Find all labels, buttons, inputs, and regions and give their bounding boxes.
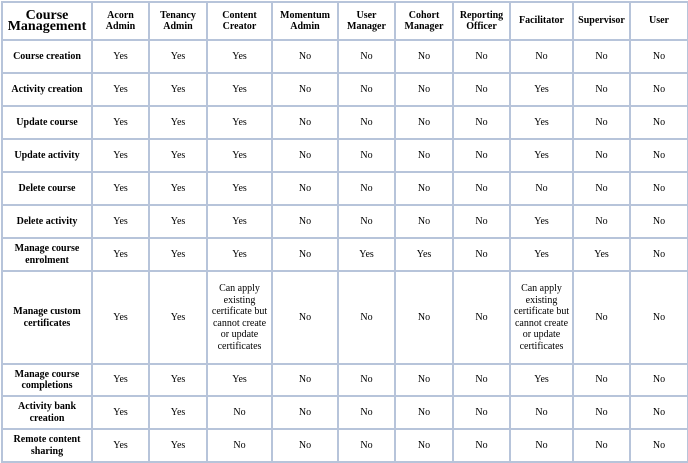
row-label: Manage custom certificates (2, 271, 92, 364)
table-row (2, 139, 688, 172)
table-cell: Yes (149, 106, 207, 139)
table-cell: No (453, 271, 510, 364)
table-cell: No (272, 271, 338, 364)
table-cell: No (630, 364, 688, 396)
table-row (2, 429, 688, 462)
table-cell: No (395, 429, 453, 462)
row-label: Update course (2, 106, 92, 139)
table-cell: No (272, 106, 338, 139)
table-cell: No (630, 106, 688, 139)
table-cell: No (272, 205, 338, 238)
table-cell: Yes (207, 40, 272, 73)
table-cell: No (630, 429, 688, 462)
table-row (2, 73, 688, 106)
table-cell: No (510, 396, 573, 429)
table-cell: Yes (149, 205, 207, 238)
table-row (2, 271, 688, 364)
table-cell: Yes (92, 271, 149, 364)
column-header-user: User (630, 2, 688, 40)
table-cell: Yes (149, 238, 207, 271)
table-cell: Yes (92, 238, 149, 271)
table-cell: Yes (573, 238, 630, 271)
table-cell: Yes (395, 238, 453, 271)
table-cell: No (453, 172, 510, 205)
table-cell: No (573, 429, 630, 462)
table-cell: Yes (207, 205, 272, 238)
table-cell: No (630, 172, 688, 205)
table-cell: No (395, 271, 453, 364)
corner-header: Course Management (2, 2, 92, 40)
table-cell: No (338, 205, 395, 238)
table-cell: No (573, 205, 630, 238)
table-row (2, 106, 688, 139)
row-label: Course creation (2, 40, 92, 73)
table-cell: Yes (338, 238, 395, 271)
table-cell: Yes (92, 106, 149, 139)
table-cell: Yes (149, 271, 207, 364)
table-cell: Yes (510, 106, 573, 139)
table-cell: Yes (149, 73, 207, 106)
table-cell: No (272, 396, 338, 429)
row-label: Update activity (2, 139, 92, 172)
table-cell: Can apply existing certificate but cannot create or update certificates (207, 271, 272, 364)
table-cell: No (573, 40, 630, 73)
table-cell: No (453, 238, 510, 271)
table-cell: No (207, 396, 272, 429)
table-row (2, 364, 688, 396)
table-cell: No (630, 205, 688, 238)
table-cell: No (338, 271, 395, 364)
column-header-acorn-admin: Acorn Admin (92, 2, 149, 40)
table-cell: Yes (207, 73, 272, 106)
table-cell: Yes (149, 40, 207, 73)
column-header-user-manager: User Manager (338, 2, 395, 40)
table-cell: Yes (207, 172, 272, 205)
table-cell: No (453, 73, 510, 106)
table-cell: Can apply existing certificate but cannot create or update certificates (510, 271, 573, 364)
table-cell: No (630, 271, 688, 364)
column-header-tenancy-admin: Tenancy Admin (149, 2, 207, 40)
table-cell: No (338, 139, 395, 172)
row-label: Delete activity (2, 205, 92, 238)
column-header-reporting-officer: Reporting Officer (453, 2, 510, 40)
table-cell: No (395, 364, 453, 396)
permissions-table (1, 1, 688, 463)
table-cell: No (573, 172, 630, 205)
table-cell: Yes (149, 172, 207, 205)
table-cell: No (453, 429, 510, 462)
table-row (2, 172, 688, 205)
table-cell: Yes (510, 73, 573, 106)
table-cell: No (573, 106, 630, 139)
table-cell: Yes (149, 364, 207, 396)
table-cell: No (630, 238, 688, 271)
table-cell: No (338, 429, 395, 462)
table-cell: No (395, 106, 453, 139)
table-cell: Yes (207, 364, 272, 396)
table-cell: No (395, 396, 453, 429)
table-cell: No (453, 205, 510, 238)
header-row (2, 2, 688, 40)
table-cell: No (272, 238, 338, 271)
table-cell: No (338, 364, 395, 396)
column-header-momentum-admin: Momentum Admin (272, 2, 338, 40)
table-cell: Yes (92, 364, 149, 396)
table-cell: No (395, 172, 453, 205)
column-header-content-creator: Content Creator (207, 2, 272, 40)
table-cell: No (272, 429, 338, 462)
row-label: Remote content sharing (2, 429, 92, 462)
table-cell: No (338, 40, 395, 73)
table-cell: Yes (92, 73, 149, 106)
table-row (2, 40, 688, 73)
table-cell: No (630, 40, 688, 73)
table-cell: No (453, 139, 510, 172)
table-cell: No (395, 73, 453, 106)
table-cell: Yes (149, 396, 207, 429)
column-header-supervisor: Supervisor (573, 2, 630, 40)
table-row (2, 205, 688, 238)
table-cell: Yes (149, 139, 207, 172)
row-label: Activity bank creation (2, 396, 92, 429)
table-cell: No (338, 172, 395, 205)
table-cell: No (453, 364, 510, 396)
table-cell: No (207, 429, 272, 462)
table-cell: Yes (92, 172, 149, 205)
table-cell: Yes (510, 238, 573, 271)
table-row (2, 396, 688, 429)
table-cell: No (453, 106, 510, 139)
table-cell: No (453, 40, 510, 73)
table-cell: No (510, 40, 573, 73)
table-cell: Yes (149, 429, 207, 462)
table-cell: Yes (92, 205, 149, 238)
table-cell: No (573, 139, 630, 172)
table-cell: No (338, 73, 395, 106)
table-cell: No (573, 364, 630, 396)
row-label: Delete course (2, 172, 92, 205)
table-row (2, 238, 688, 271)
table-cell: No (573, 73, 630, 106)
table-cell: No (272, 40, 338, 73)
table-cell: Yes (92, 139, 149, 172)
table-cell: Yes (510, 364, 573, 396)
table-cell: No (395, 139, 453, 172)
column-header-cohort-manager: Cohort Manager (395, 2, 453, 40)
table-cell: No (272, 139, 338, 172)
table-cell: Yes (510, 139, 573, 172)
table-cell: No (272, 364, 338, 396)
table-cell: Yes (207, 106, 272, 139)
table-cell: No (272, 73, 338, 106)
table-cell: Yes (92, 40, 149, 73)
row-label: Manage course completions (2, 364, 92, 396)
table-cell: No (510, 172, 573, 205)
table-cell: Yes (92, 429, 149, 462)
table-cell: No (510, 429, 573, 462)
table-cell: No (395, 40, 453, 73)
table-cell: Yes (510, 205, 573, 238)
table-cell: No (338, 396, 395, 429)
table-cell: No (630, 139, 688, 172)
table-cell: Yes (92, 396, 149, 429)
table-cell: No (395, 205, 453, 238)
row-label: Manage course enrolment (2, 238, 92, 271)
row-label: Activity creation (2, 73, 92, 106)
table-cell: No (630, 396, 688, 429)
table-cell: No (338, 106, 395, 139)
table-cell: No (573, 396, 630, 429)
table-cell: No (272, 172, 338, 205)
table-cell: No (573, 271, 630, 364)
table-cell: Yes (207, 238, 272, 271)
table-cell: No (453, 396, 510, 429)
table-cell: Yes (207, 139, 272, 172)
column-header-facilitator: Facilitator (510, 2, 573, 40)
table-cell: No (630, 73, 688, 106)
